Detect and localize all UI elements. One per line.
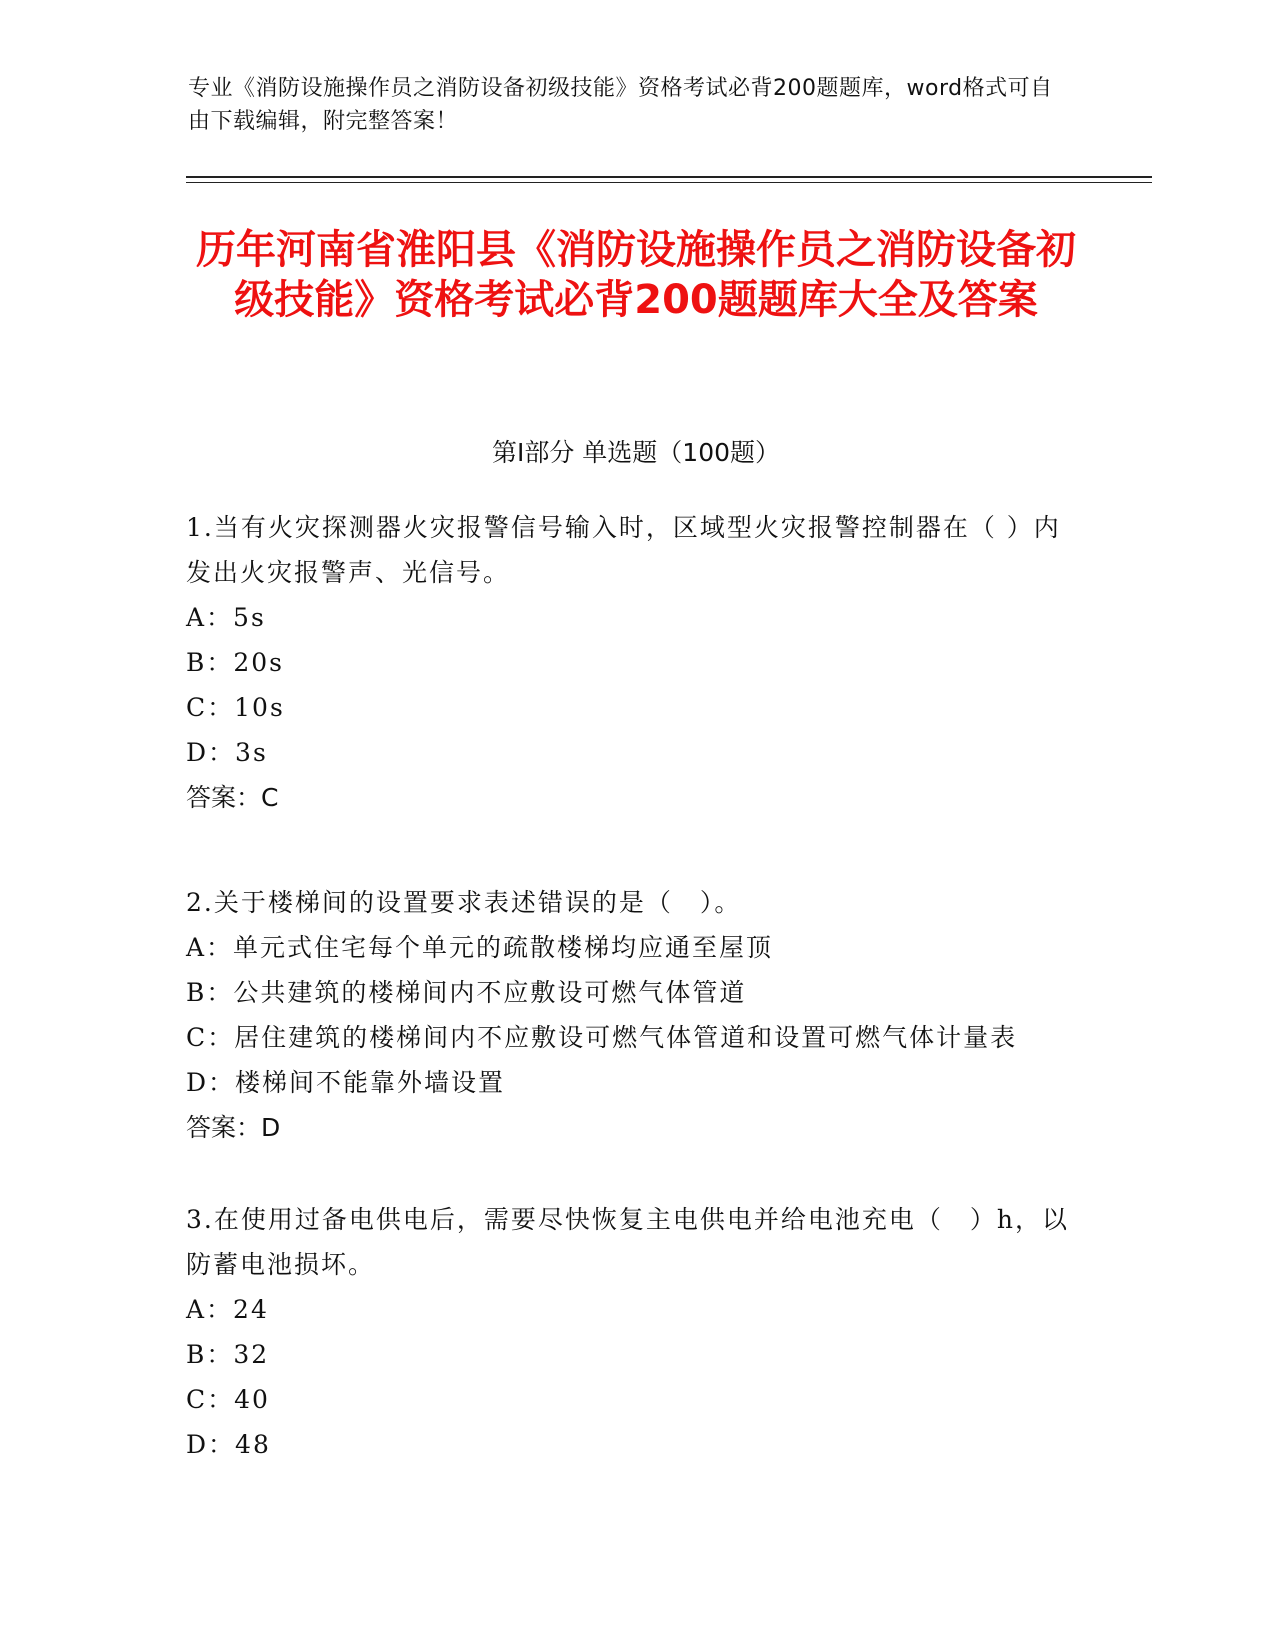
option-b: B：20s [186, 648, 285, 677]
option-c: C：40 [186, 1385, 270, 1414]
question-stem: 2.关于楼梯间的设置要求表述错误的是（ ）。 [186, 888, 742, 917]
question-1 [186, 505, 1086, 820]
question-3 [186, 1197, 1086, 1467]
option-a: A：24 [186, 1295, 269, 1324]
answer: 答案：C [186, 783, 279, 812]
option-d: D：3s [186, 738, 268, 767]
header-rule-thick [186, 176, 1152, 178]
header-rule-thin [186, 182, 1152, 183]
option-d: D：楼梯间不能靠外墙设置 [186, 1068, 506, 1097]
section-heading: 第I部分 单选题（100题） [491, 438, 781, 467]
option-a: A：5s [186, 603, 266, 632]
question-stem: 1.当有火灾探测器火灾报警信号输入时，区域型火灾报警控制器在（ ）内发出火灾报警声、光信号。 [186, 513, 1061, 587]
option-d: D：48 [186, 1430, 271, 1459]
question-2 [186, 880, 1086, 1150]
document-title: 历年河南省淮阳县《消防设施操作员之消防设备初级技能》资格考试必背200题题库大全及答案 [196, 227, 1076, 323]
option-c: C：10s [186, 693, 285, 722]
question-stem: 3.在使用过备电供电后，需要尽快恢复主电供电并给电池充电（ ）h，以防蓄电池损坏。 [186, 1205, 1069, 1279]
option-a: A：单元式住宅每个单元的疏散楼梯均应通至屋顶 [186, 933, 774, 962]
header-note: 专业《消防设施操作员之消防设备初级技能》资格考试必背200题题库，word格式可自由下载编辑，附完整答案！ [188, 76, 1053, 134]
option-c: C：居住建筑的楼梯间内不应敷设可燃气体管道和设置可燃气体计量表 [186, 1023, 1018, 1052]
option-b: B：32 [186, 1340, 270, 1369]
answer: 答案：D [186, 1113, 281, 1142]
option-b: B：公共建筑的楼梯间内不应敷设可燃气体管道 [186, 978, 747, 1007]
